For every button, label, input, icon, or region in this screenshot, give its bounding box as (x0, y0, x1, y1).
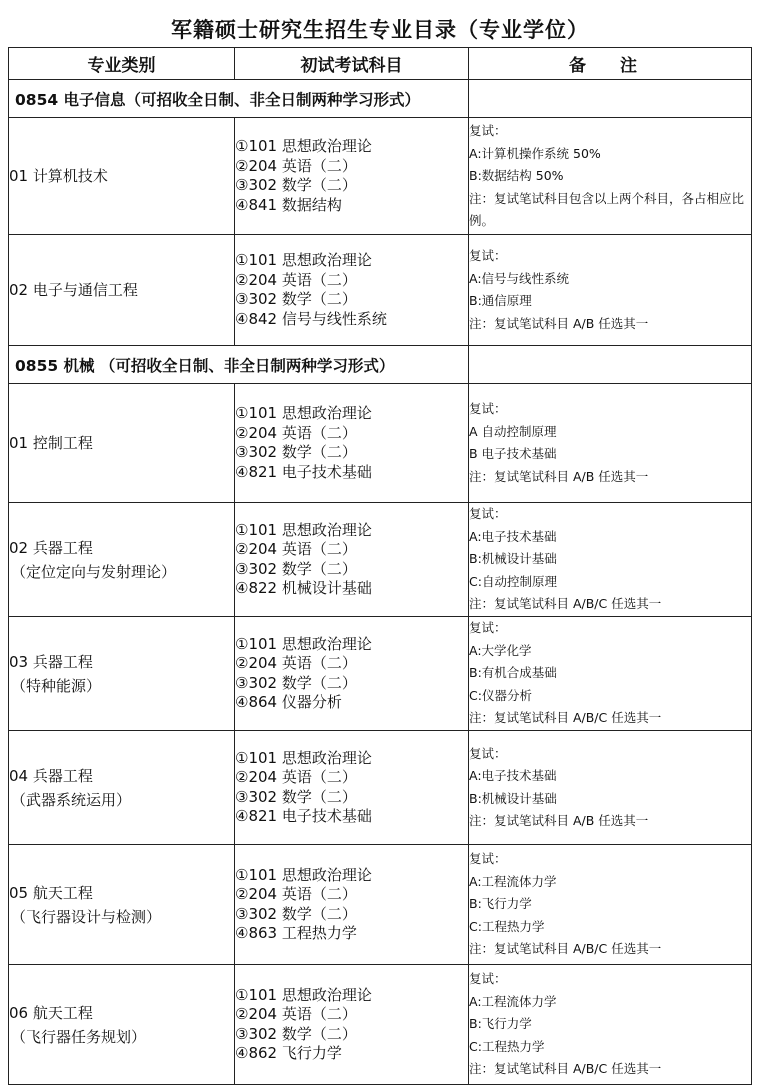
note-line: 复试： (469, 620, 507, 636)
section-row-0854 (9, 80, 752, 118)
notes-cell (469, 384, 752, 503)
major-name: 02 电子与通信工程 (9, 281, 138, 299)
note-line: C:工程热力学 (469, 1038, 545, 1054)
major-subtitle: （特种能源） (11, 676, 102, 695)
section-title: 0854 电子信息（可招收全日制、非全日制两种学习形式） (9, 80, 469, 118)
header-exam-subjects: 初试考试科目 (235, 48, 469, 80)
note-line: 注：复试笔试科目 A/B/C 任选其一 (469, 1061, 662, 1077)
note-line: A:电子技术基础 (469, 528, 557, 544)
subject-line: ④841 数据结构 (235, 195, 342, 214)
note-line: A:计算机操作系统 50% (469, 145, 601, 161)
subject-line: ②204 英语（二） (235, 423, 357, 442)
note-line: C:仪器分析 (469, 687, 532, 703)
subject-line: ②204 英语（二） (235, 885, 357, 903)
note-line: B 电子技术基础 (469, 446, 557, 461)
table-row (9, 503, 752, 617)
note-line: 注：复试笔试科目 A/B 任选其一 (469, 315, 649, 331)
subject-line: ③302 数学（二） (235, 559, 357, 578)
subject-line: ②204 英语（二） (235, 156, 357, 175)
major-name: 03 兵器工程 (9, 652, 93, 671)
table-row (9, 235, 752, 346)
subject-line: ④821 电子技术基础 (235, 462, 372, 481)
note-line: 复试： (469, 506, 507, 522)
note-line: 注：复试笔试科目 A/B/C 任选其一 (469, 941, 662, 957)
table-row (9, 845, 752, 965)
note-line: A 自动控制原理 (469, 423, 557, 439)
major-subtitle: （定位定向与发射理论） (11, 562, 177, 581)
subjects-cell (235, 503, 469, 617)
major-name: 01 控制工程 (9, 434, 93, 452)
note-line: 复试： (469, 248, 507, 263)
subject-line: ①101 思想政治理论 (235, 748, 372, 767)
subject-line: ④821 电子技术基础 (235, 807, 372, 825)
subject-line: ①101 思想政治理论 (235, 137, 372, 155)
page-title: 军籍硕士研究生招生专业目录（专业学位） (171, 18, 589, 42)
section-empty-cell (469, 80, 752, 118)
header-remarks: 备 注 (469, 48, 752, 80)
note-line: B:飞行力学 (469, 896, 532, 912)
major-subtitle: （飞行器设计与检测） (11, 907, 162, 926)
subject-line: ①101 思想政治理论 (235, 865, 372, 884)
subjects-cell (235, 617, 469, 731)
subjects-cell (235, 965, 469, 1085)
notes-cell (469, 617, 752, 731)
subject-line: ③302 数学（二） (235, 443, 357, 461)
note-line: A:大学化学 (469, 642, 532, 658)
note-line: B:有机合成基础 (469, 665, 557, 681)
subject-line: ①101 思想政治理论 (235, 985, 372, 1004)
section-title: 0855 机械 （可招收全日制、非全日制两种学习形式） (9, 346, 469, 384)
major-name: 06 航天工程 (9, 1003, 93, 1022)
major-name: 02 兵器工程 (9, 538, 93, 557)
subject-line: ②204 英语（二） (235, 540, 357, 558)
table-row (9, 965, 752, 1085)
note-line: 注：复试笔试科目包含以上两个科目，各占相应比例。 (469, 190, 745, 228)
subject-line: ④862 飞行力学 (235, 1044, 342, 1062)
subject-line: ①101 思想政治理论 (235, 634, 372, 653)
note-line: B:机械设计基础 (469, 551, 557, 567)
note-line: 注：复试笔试科目 A/B 任选其一 (469, 468, 649, 484)
note-line: 复试： (469, 971, 507, 987)
major-name: 01 计算机技术 (9, 167, 108, 185)
subjects-cell (235, 384, 469, 503)
subjects-cell (235, 235, 469, 346)
subject-line: ④864 仪器分析 (235, 693, 342, 711)
subject-line: ④842 信号与线性系统 (235, 309, 387, 328)
note-line: 复试： (469, 745, 507, 761)
subject-line: ④822 机械设计基础 (235, 579, 372, 597)
subjects-cell (235, 118, 469, 235)
subject-line: ③302 数学（二） (235, 904, 357, 923)
note-line: 复试： (469, 851, 507, 867)
header-row (9, 48, 752, 80)
subject-line: ②204 英语（二） (235, 654, 357, 672)
note-line: B:通信原理 (469, 293, 532, 308)
catalog-table (8, 47, 752, 1085)
subject-line: ②204 英语（二） (235, 270, 357, 289)
notes-cell (469, 118, 752, 235)
section-empty-cell (469, 346, 752, 384)
note-line: 复试： (469, 401, 507, 416)
major-cell (9, 503, 235, 617)
subject-line: ①101 思想政治理论 (235, 404, 372, 422)
note-line: C:工程热力学 (469, 918, 545, 934)
notes-cell (469, 965, 752, 1085)
note-line: 注：复试笔试科目 A/B/C 任选其一 (469, 596, 662, 612)
table-row (9, 731, 752, 845)
subject-line: ②204 英语（二） (235, 1005, 357, 1023)
table-row (9, 384, 752, 503)
header-major-category: 专业类别 (9, 48, 235, 80)
note-line: C:自动控制原理 (469, 573, 557, 589)
major-cell (9, 845, 235, 965)
major-cell (9, 118, 235, 235)
major-cell (9, 965, 235, 1085)
major-subtitle: （飞行器任务规划） (11, 1027, 147, 1046)
note-line: 注：复试笔试科目 A/B/C 任选其一 (469, 710, 662, 726)
note-line: B:机械设计基础 (469, 790, 557, 806)
major-name: 04 兵器工程 (9, 766, 93, 785)
subjects-cell (235, 731, 469, 845)
notes-cell (469, 235, 752, 346)
note-line: 复试： (469, 123, 507, 139)
major-subtitle: （武器系统运用） (11, 790, 132, 809)
notes-cell (469, 503, 752, 617)
major-name: 05 航天工程 (9, 883, 93, 902)
major-cell (9, 731, 235, 845)
subject-line: ③302 数学（二） (235, 290, 357, 308)
note-line: A:电子技术基础 (469, 768, 557, 783)
major-cell (9, 617, 235, 731)
subject-line: ③302 数学（二） (235, 1024, 357, 1043)
subject-line: ③302 数学（二） (235, 673, 357, 692)
table-row (9, 617, 752, 731)
subject-line: ①101 思想政治理论 (235, 251, 372, 269)
note-line: A:工程流体力学 (469, 873, 557, 889)
note-line: B:飞行力学 (469, 1016, 532, 1032)
major-cell (9, 235, 235, 346)
notes-cell (469, 731, 752, 845)
subject-line: ①101 思想政治理论 (235, 520, 372, 539)
subject-line: ④863 工程热力学 (235, 924, 357, 942)
subject-line: ②204 英语（二） (235, 768, 357, 786)
subject-line: ③302 数学（二） (235, 176, 357, 194)
subject-line: ③302 数学（二） (235, 787, 357, 806)
section-row-0855 (9, 346, 752, 384)
notes-cell (469, 845, 752, 965)
table-row (9, 118, 752, 235)
note-line: 注：复试笔试科目 A/B 任选其一 (469, 813, 649, 828)
note-line: A:信号与线性系统 (469, 270, 570, 286)
note-line: A:工程流体力学 (469, 993, 557, 1009)
subjects-cell (235, 845, 469, 965)
major-cell (9, 384, 235, 503)
note-line: B:数据结构 50% (469, 168, 564, 184)
